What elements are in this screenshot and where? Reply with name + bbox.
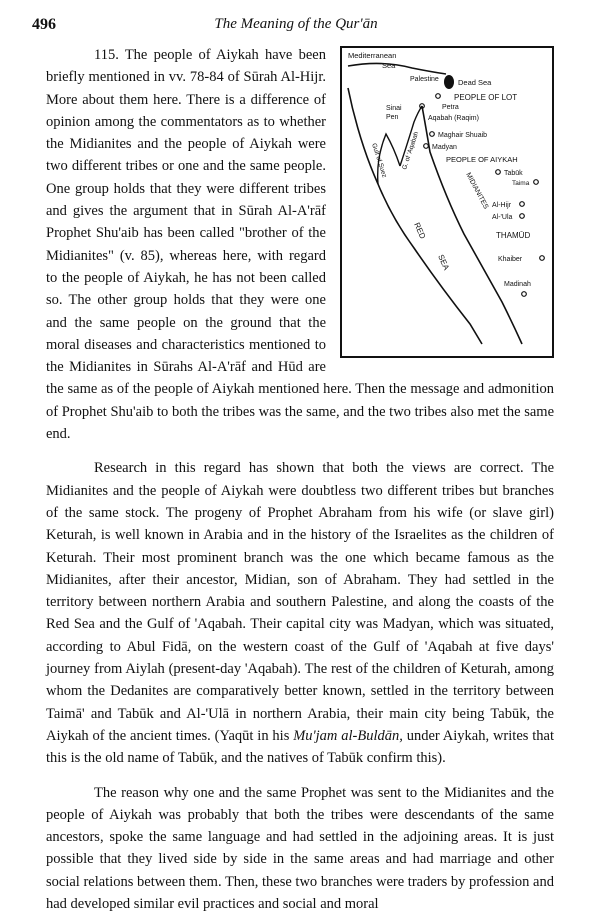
- label-gulf-of-aqabah: G. of 'Aqabah: [401, 130, 420, 170]
- madyan-dot: [424, 144, 429, 149]
- book-title: Mu'jam al-Buldān,: [293, 728, 403, 744]
- map-figure: [340, 46, 554, 358]
- label-midianites: MIDIANITES: [464, 172, 489, 211]
- paragraph-3: [46, 782, 554, 915]
- paragraph-1-text: 115. The people of Aiykah have been briefly mentioned in vv. 78-84 of Sūrah Al-Hijr. More about them here. There is a difference of opinion among the commentators as to whether the Midianites and the people of Aiykah were two different tribes or one and the same people. One group holds that they were different tribes and gives the argument that in Sūrah Al-A'rāf Prophet Shu'aib has been called "brother of the Midianites" (v. 85), whereas here, with regard to the people of Aiykah, he has not been called so. The other group holds that they were one and the same people on the ground that the moral diseases and characteristics mentioned to the Midianites in Sūrahs Al-A'rāf and Hūd are the same as of the people of Aiykah mentioned here. Then the message and admonition of Prophet Shu'aib to both the tribes was the same, and the two tribes also met the same end.: [46, 47, 554, 442]
- label-people-of-aiykah: PEOPLE OF AIYKAH: [446, 155, 518, 164]
- mediterranean-coast: [348, 63, 446, 74]
- label-sea-red: SEA: [436, 253, 451, 272]
- petra-dot: [436, 94, 441, 99]
- label-people-of-lot: PEOPLE OF LOT: [454, 93, 517, 102]
- paragraph-2-end: under Aiykah, writes that this is the old name of Tabūk, and the natives of Tabūk confirm this).: [46, 728, 554, 766]
- dead-sea-shape: [444, 75, 454, 89]
- al-ula-dot: [520, 214, 525, 219]
- label-al-hijr: Al-Hijr: [492, 202, 512, 209]
- label-thamud: THAMŪD: [496, 231, 530, 240]
- label-gulf-of-suez: Gulf of Suez: [370, 142, 388, 178]
- red-sea-west-coast: [348, 88, 482, 344]
- tabuk-dot: [496, 170, 501, 175]
- label-maghair-shuaib: Maghair Shuaib: [438, 132, 487, 139]
- paragraph-1: [46, 44, 554, 445]
- page-number: 496: [32, 16, 56, 34]
- label-dead-sea: Dead Sea: [458, 78, 492, 87]
- label-petra: Petra: [442, 104, 459, 111]
- label-taima: Taima: [512, 180, 530, 187]
- paragraph-2: [46, 457, 554, 769]
- map-svg: [342, 48, 552, 356]
- label-sea: Sea: [382, 61, 396, 70]
- label-al-ula: Al-'Ula: [492, 214, 513, 221]
- arabian-coast: [422, 106, 522, 344]
- label-sinai: Sinai: [386, 105, 402, 112]
- madinah-dot: [522, 292, 527, 297]
- al-hijr-dot: [520, 202, 525, 207]
- label-red: RED: [412, 221, 427, 240]
- label-palestine: Palestine: [410, 76, 439, 83]
- running-title: The Meaning of the Qur'ān: [32, 16, 560, 33]
- paragraph-3-text: The reason why one and the same Prophet was sent to the Midianites and the people of Aiykah was probably that both the tribes were descendants of the same ancestors, spoke the same language and had settled in the adjoining areas. It is just possible that they lived side by side in the same areas and had marriage and other social relations between them. Then, these two branches were traders by profession and had developed similar evil practices and social and moral: [46, 785, 554, 912]
- khaibar-dot: [540, 256, 545, 261]
- paragraph-2-text: Research in this regard has shown that both the views are correct. The Midianites and the people of Aiykah were doubtless two different tribes but branches of the same stock. The progeny of Prophet Abraham from his wife (or slave girl) Keturah, is well known in Arabia and in the history of the Israelites as the children of Keturah. Their most prominent branch was the one which became famous as the Midianites, after their ancestor, Midian, son of Abraham. They had settled in the territory between northern Arabia and southern Palestine, and along the coasts of the Red Sea and the Gulf of 'Aqabah. Their capital city was Madyan, which was situated, according to Abul Fidā, on the western coast of the Gulf of 'Aqabah at five days' journey from Aiylah (present-day 'Aqabah). The rest of the children of Keturah, among whom the Dedanites are comparatively better known, settled in the territory between Taimā' and Tabūk and Al-'Ulā in northern Arabia, their main city being Tabūk, the Aiykah of the ancient times. (Yaqūt in his: [46, 460, 554, 744]
- label-khaibar: Khaiber: [498, 256, 523, 263]
- label-madyan: Madyan: [432, 144, 457, 151]
- label-aqabah: Aqabah (Raqim): [428, 115, 479, 122]
- taima-dot: [534, 180, 539, 185]
- page-header: [32, 16, 560, 42]
- label-mediterranean: Mediterranean: [348, 51, 396, 60]
- page-content: [46, 44, 554, 915]
- label-tabuk: Tabūk: [504, 170, 523, 177]
- label-pen: Pen: [386, 114, 399, 121]
- label-madinah: Madinah: [504, 281, 531, 288]
- maghair-shuaib-dot: [430, 132, 435, 137]
